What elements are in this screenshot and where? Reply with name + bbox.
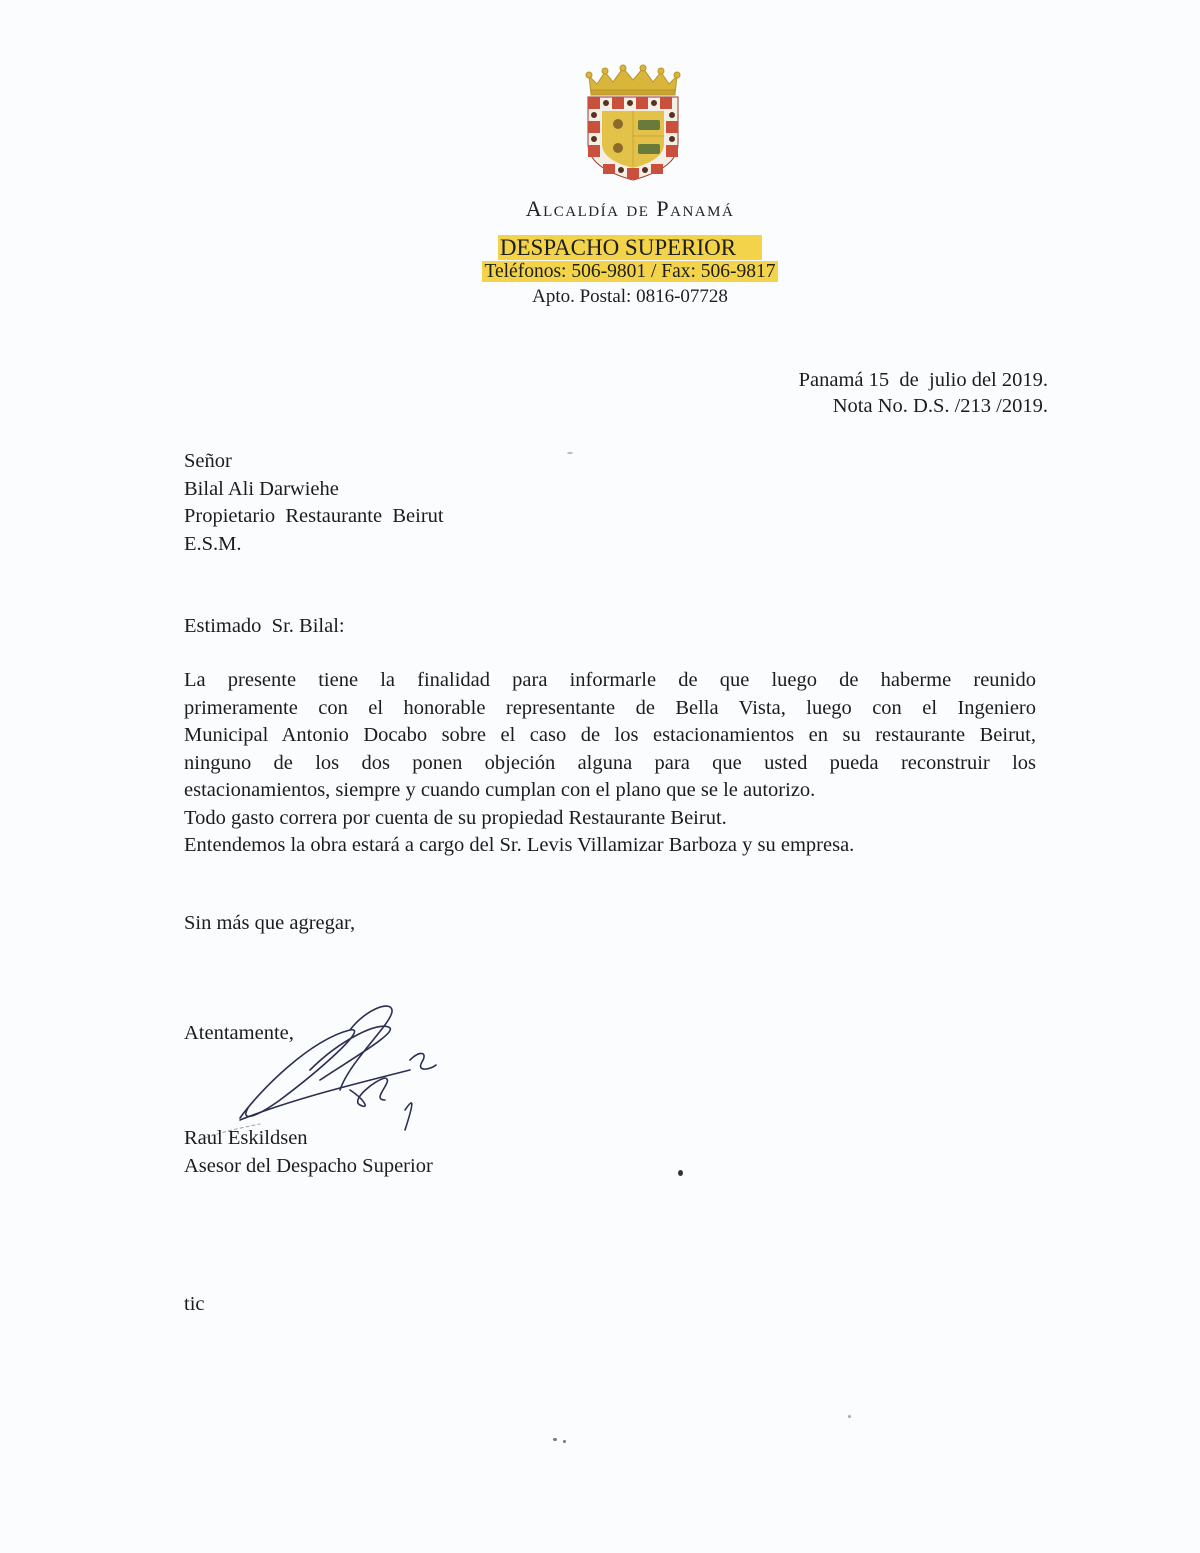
recipient-role: Propietario Restaurante Beirut bbox=[184, 505, 444, 527]
scan-speck bbox=[848, 1415, 851, 1418]
body-line: Entendemos la obra estará a cargo del Sr. Levis Villamizar Barboza y su empresa. bbox=[184, 834, 855, 856]
body-line: Todo gasto correra por cuenta de su propiedad Restaurante Beirut. bbox=[184, 806, 727, 829]
postal-box: Apto. Postal: 0816-07728 bbox=[532, 286, 728, 307]
signer-title: Asesor del Despacho Superior bbox=[184, 1154, 433, 1177]
scan-speck bbox=[678, 1170, 683, 1176]
contact-phones-text: Teléfonos: 506-9801 / Fax: 506-9817 bbox=[484, 261, 776, 282]
office-name-text: DESPACHO SUPERIOR bbox=[498, 235, 762, 260]
letter-meta bbox=[799, 367, 1048, 419]
closing-line: Sin más que agregar, bbox=[184, 912, 356, 934]
body-line: ninguno de los dos ponen objeción alguna para que usted pueda reconstruir los bbox=[184, 751, 1036, 774]
recipient-name: Bilal Ali Darwiehe bbox=[184, 477, 339, 500]
office-name bbox=[0, 235, 1200, 261]
recipient-abbrev: E.S.M. bbox=[184, 532, 242, 555]
recipient-title: Señor bbox=[184, 450, 232, 472]
body-line: La presente tiene la finalidad para informarle de que luego de haberme reunido bbox=[184, 669, 1036, 691]
typist-initials: tic bbox=[184, 1293, 205, 1315]
institution-name: Alcaldía de Panamá bbox=[525, 196, 735, 221]
body-line: primeramente con el honorable representante de Bella Vista, luego con el Ingeniero bbox=[184, 696, 1036, 719]
contact-phones bbox=[0, 261, 1200, 283]
body-line: estacionamientos, siempre y cuando cumplan con el plano que se le autorizo. bbox=[184, 779, 816, 801]
scan-speck bbox=[567, 452, 573, 454]
place-date: Panamá 15 de julio del 2019. bbox=[798, 369, 1048, 391]
scan-speck bbox=[563, 1440, 566, 1443]
signoff: Atentamente, bbox=[184, 1022, 294, 1044]
body-line: Municipal Antonio Docabo sobre el caso de los estacionamientos en su restaurante Beirut, bbox=[184, 724, 1036, 746]
signer-name: Raul Eskildsen bbox=[184, 1127, 308, 1149]
scan-speck bbox=[553, 1438, 557, 1441]
letter-body bbox=[184, 667, 1036, 860]
handwritten-signature-icon bbox=[200, 1000, 460, 1140]
note-number: Nota No. D.S. /213 /2019. bbox=[832, 395, 1048, 417]
greeting: Estimado Sr. Bilal: bbox=[184, 615, 345, 637]
coat-of-arms-icon bbox=[583, 64, 683, 182]
recipient-block bbox=[184, 448, 444, 558]
signer-block bbox=[184, 1125, 433, 1180]
